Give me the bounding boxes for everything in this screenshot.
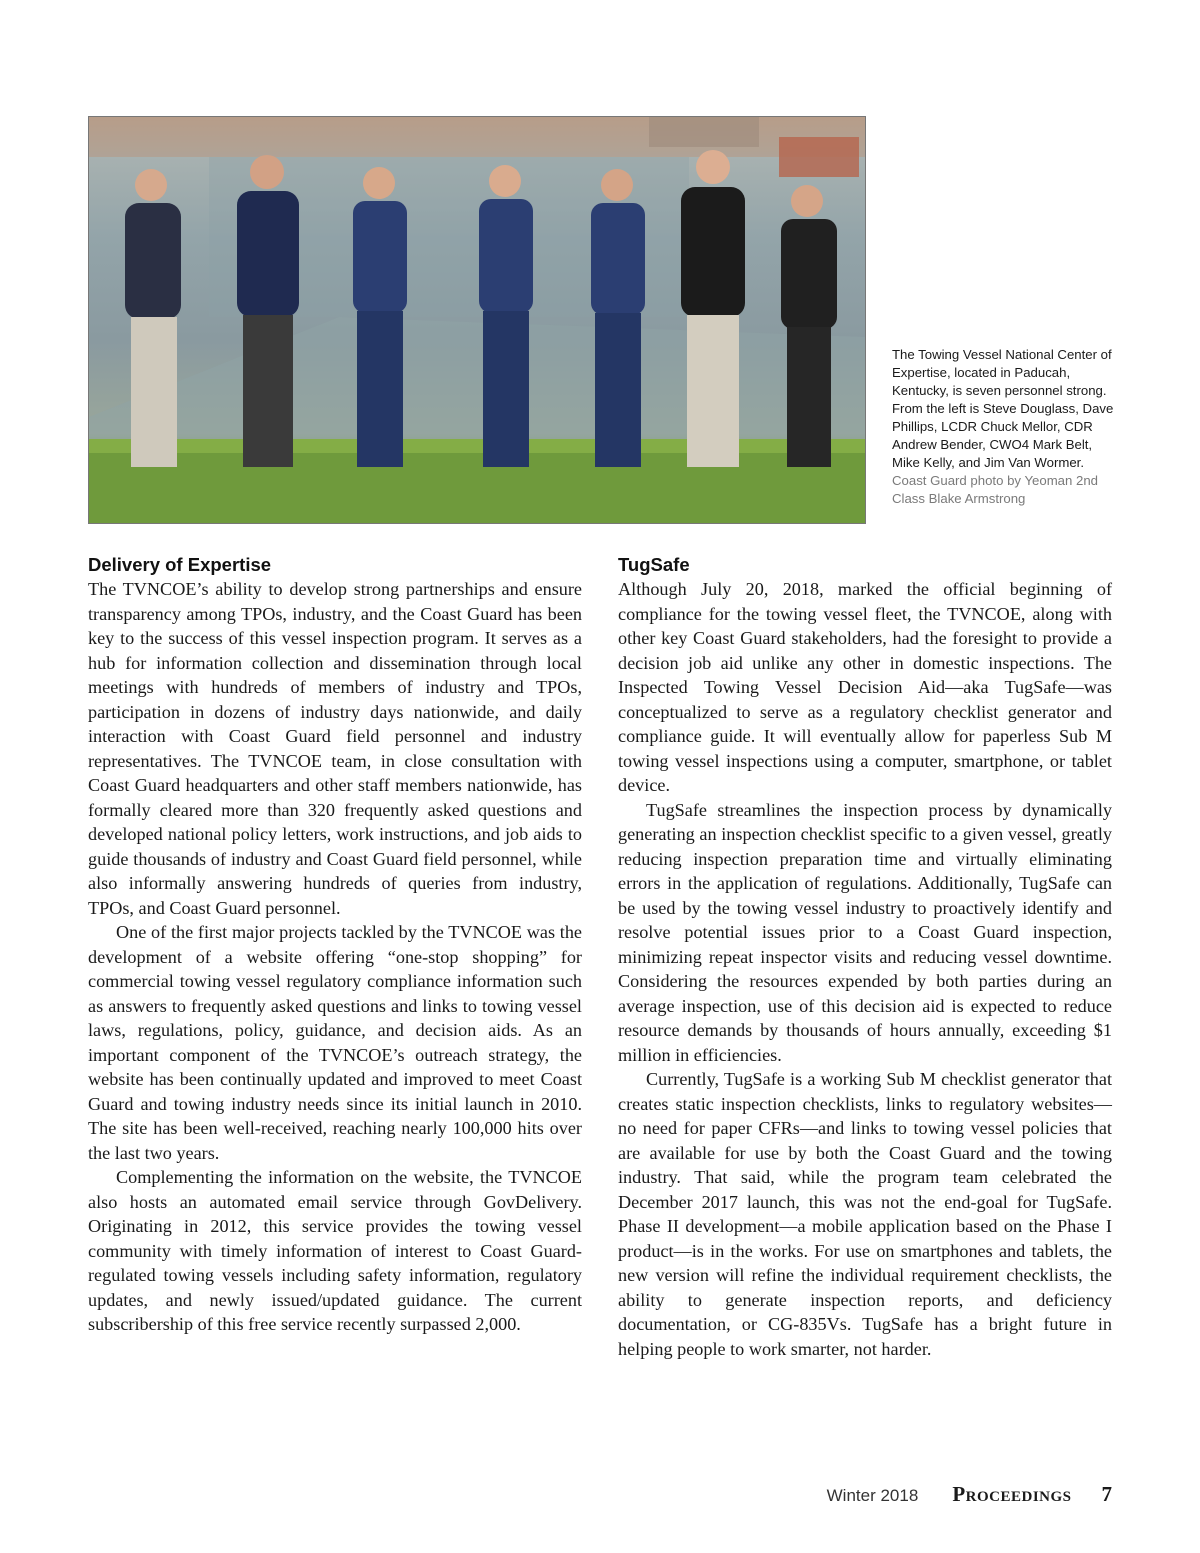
right-column [618, 553, 1112, 1361]
group-photo [88, 116, 866, 524]
group-photo-illustration [89, 117, 865, 523]
paragraph: Complementing the information on the website, the TVNCOE also hosts an automated email service through GovDelivery. Originating in 2012, this service provides the towing vessel community with timely information of interest to Coast Guard-regulated towing vessels including safety information, regulatory updates, and newly issued/updated guidance. The current subscribership of this free service recently surpassed 2,000. [88, 1167, 582, 1334]
page-footer [827, 1482, 1112, 1510]
person-3 [353, 167, 407, 467]
section-heading-delivery: Delivery of Expertise [88, 554, 272, 575]
publication-title: Proceedings [952, 1482, 1072, 1506]
caption-text: The Towing Vessel National Center of Expertise, located in Paducah, Kentucky, is seven personnel strong. From the left is Steve Douglass, Dave Phillips, LCDR Chuck Mellor, CDR Andrew Bender, CWO4 Mark Belt, Mike Kelly, and Jim Van Wormer. [892, 347, 1114, 470]
paragraph: Although July 20, 2018, marked the official beginning of compliance for the towing vessel fleet, the TVNCOE, along with other key Coast Guard stakeholders, had the foresight to provide a decision job aid unlike any other in domestic inspections. The Inspected Towing Vessel Decision Aid—aka TugSafe—was conceptualized to serve as a regulatory checklist generator and compliance guide. It will eventually allow for paperless Sub M towing vessel inspections using a computer, smartphone, or tablet device. [618, 579, 1112, 795]
issue-label: Winter 2018 [826, 1486, 919, 1505]
person-1 [125, 169, 181, 467]
photo-credit: Coast Guard photo by Yeoman 2nd Class Blake Armstrong [892, 473, 1099, 506]
person-4 [479, 165, 533, 467]
paragraph: One of the first major projects tackled by the TVNCOE was the development of a website offering “one-stop shopping” for commercial towing vessel regulatory compliance information such as answers to frequently asked questions and links to towing vessel laws, regulations, policy, guidance, and decision aids. As an important component of the TVNCOE’s outreach strategy, the website has been continually updated and improved to meet Coast Guard and towing industry needs since its initial launch in 2010. The site has been well-received, reaching nearly 100,000 hits over the last two years. [88, 922, 582, 1163]
paragraph: Currently, TugSafe is a working Sub M checklist generator that creates static inspection checklists, links to regulatory websites—no need for paper CFRs—and links to towing vessel policies that are available for use by both the Coast Guard and the towing industry. That said, while the program team celebrated the December 2017 launch, this was not the end-goal for TugSafe. Phase II development—a mobile application based on the Phase I product—is in the works. For use on smartphones and tablets, the new version will refine the individual requirement checklists, the ability to generate inspection reports, and deficiency documentation, or CG-835Vs. TugSafe has a bright future in helping people to work smarter, not harder. [618, 1069, 1112, 1359]
person-6 [681, 150, 745, 467]
paragraph: The TVNCOE’s ability to develop strong partnerships and ensure transparency among TPOs, industry, and the Coast Guard has been key to the success of this vessel inspection program. It serves as a hub for information collection and dissemination through local meetings with hundreds of members of industry and TPOs, participation in dozens of industry days nationwide, and daily interaction with Coast Guard field personnel and industry representatives. The TVNCOE team, in close consultation with Coast Guard headquarters and other staff members nationwide, has formally cleared more than 320 frequently asked questions and developed national policy letters, work instructions, and job aids to guide thousands of industry and Coast Guard field personnel, while also informally answering hundreds of queries from industry, TPOs, and Coast Guard personnel. [88, 579, 582, 918]
paragraph: TugSafe streamlines the inspection process by dynamically generating an inspection checklist specific to a given vessel, greatly reducing inspection preparation time and virtually eliminating errors in the application of regulations. Additionally, TugSafe can be used by the towing vessel industry to proactively identify and resolve potential issues prior to a Coast Guard inspection, minimizing repeat inspector visits and reducing vessel downtime. Considering the resources expended by both parties during an average inspection, use of this decision aid is expected to reduce resource demands by thousands of hours annually, exceeding $1 million in efficiencies. [618, 799, 1112, 1065]
photo-caption [892, 346, 1114, 508]
section-heading-tugsafe: TugSafe [618, 554, 690, 575]
left-column [88, 553, 582, 1337]
page-number: 7 [1101, 1482, 1112, 1506]
person-2 [237, 155, 299, 467]
person-7 [781, 185, 837, 467]
person-5 [591, 169, 645, 467]
